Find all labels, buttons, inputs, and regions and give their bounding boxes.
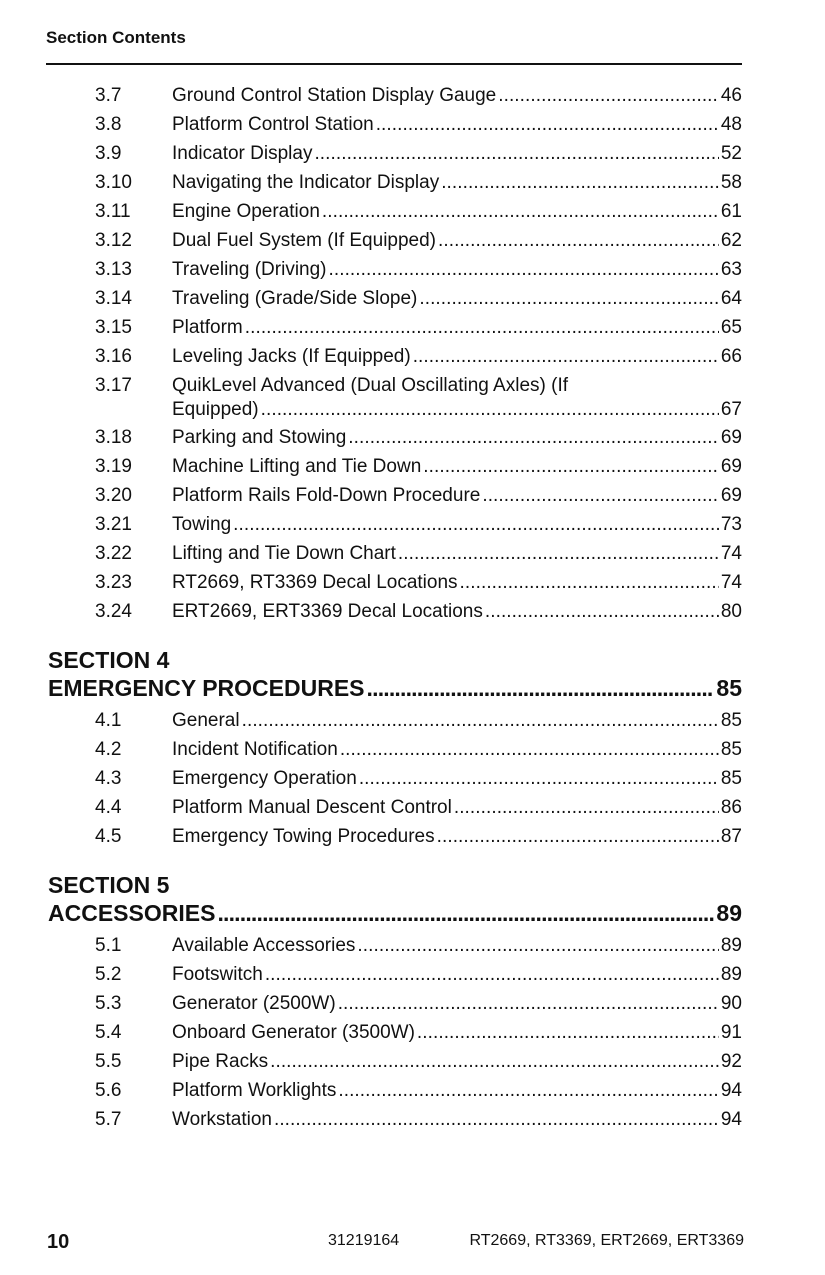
entry-title: Navigating the Indicator Display	[172, 172, 440, 193]
toc-entry[interactable]	[0, 374, 825, 426]
entry-title: Indicator Display	[172, 143, 313, 164]
entry-lead	[172, 796, 742, 820]
entry-page: 85	[720, 739, 742, 760]
dot-leader	[419, 287, 719, 311]
entry-lead	[172, 709, 742, 733]
entry-title: Engine Operation	[172, 201, 320, 222]
entry-lead	[172, 142, 742, 166]
entry-number: 3.21	[95, 514, 132, 535]
entry-body	[172, 113, 742, 137]
entry-body	[172, 229, 742, 253]
toc-entry[interactable]	[0, 200, 825, 229]
entry-lead	[172, 963, 742, 987]
entry-body	[172, 542, 742, 566]
entry-page: 69	[720, 485, 742, 506]
entry-lead	[172, 84, 742, 108]
dot-leader	[367, 674, 715, 702]
entry-body	[172, 84, 742, 108]
entry-body	[172, 345, 742, 369]
toc-entry[interactable]	[0, 484, 825, 513]
footer-models: RT2669, RT3369, ERT2669, ERT3369	[469, 1232, 744, 1249]
entry-title: Leveling Jacks (If Equipped)	[172, 346, 411, 367]
entry-page: 64	[720, 288, 742, 309]
entry-body	[172, 200, 742, 224]
dot-leader	[348, 426, 719, 450]
entry-page: 48	[720, 114, 742, 135]
toc-entry[interactable]	[0, 992, 825, 1021]
entry-page: 94	[720, 1109, 742, 1130]
entry-body	[172, 709, 742, 733]
entry-page: 46	[720, 85, 742, 106]
entry-body	[172, 1079, 742, 1103]
section-5-label: SECTION 5	[48, 872, 170, 898]
entry-lead	[172, 316, 742, 340]
dot-leader	[454, 796, 719, 820]
toc-entry[interactable]	[0, 1050, 825, 1079]
entry-body	[172, 934, 742, 958]
entry-page: 85	[720, 768, 742, 789]
entry-number: 4.5	[95, 826, 122, 847]
entry-lead	[172, 1021, 742, 1045]
entry-number: 3.18	[95, 427, 132, 448]
entry-page: 61	[720, 201, 742, 222]
entry-lead	[172, 113, 742, 137]
entry-body	[172, 374, 742, 422]
entry-title: QuikLevel Advanced (Dual Oscillating Axles) (If	[172, 375, 569, 396]
dot-leader	[242, 709, 719, 733]
entry-number: 3.16	[95, 346, 132, 367]
entry-number: 3.8	[95, 114, 122, 135]
footer-page-number: 10	[47, 1231, 70, 1253]
entry-page: 65	[720, 317, 742, 338]
dot-leader	[261, 398, 719, 422]
entry-lead	[172, 992, 742, 1016]
entry-lead	[172, 455, 742, 479]
entry-number: 3.14	[95, 288, 132, 309]
entry-lead	[172, 1108, 742, 1132]
entry-title: RT2669, RT3369 Decal Locations	[172, 572, 458, 593]
entry-page: 69	[720, 427, 742, 448]
toc-entry[interactable]	[0, 1079, 825, 1108]
entry-lead	[172, 1050, 742, 1074]
dot-leader	[398, 542, 719, 566]
entry-number: 4.2	[95, 739, 122, 760]
toc-entry[interactable]	[0, 345, 825, 374]
toc-entry[interactable]	[0, 767, 825, 796]
entry-title: Incident Notification	[172, 739, 338, 760]
entry-number: 4.1	[95, 710, 122, 731]
entry-title: Dual Fuel System (If Equipped)	[172, 230, 437, 251]
entry-number: 3.13	[95, 259, 132, 280]
dot-leader	[329, 258, 719, 282]
entry-title: Emergency Operation	[172, 768, 357, 789]
entry-number: 5.3	[95, 993, 122, 1014]
dot-leader	[417, 1021, 719, 1045]
entry-lead	[172, 542, 742, 566]
page-header-title: Section Contents	[46, 28, 186, 47]
section-5-title: ACCESSORIES	[48, 900, 216, 926]
entry-body	[172, 963, 742, 987]
toc-entry[interactable]	[0, 258, 825, 287]
entry-title: Parking and Stowing	[172, 427, 347, 448]
entry-page: 74	[720, 572, 742, 593]
toc-entry[interactable]	[0, 542, 825, 571]
dot-leader	[233, 513, 719, 537]
entry-page: 85	[720, 710, 742, 731]
section-3-entries	[0, 84, 825, 629]
entry-title-cont: Equipped)	[172, 399, 259, 420]
entry-page: 90	[720, 993, 742, 1014]
entry-lead	[172, 287, 742, 311]
entry-page: 87	[720, 826, 742, 847]
dot-leader	[338, 1079, 719, 1103]
entry-body	[172, 1021, 742, 1045]
entry-lead	[172, 767, 742, 791]
entry-title: Pipe Racks	[172, 1051, 269, 1072]
entry-lead	[172, 171, 742, 195]
entry-page: 69	[720, 456, 742, 477]
section-4-heading	[0, 647, 825, 702]
toc-entry[interactable]	[0, 142, 825, 171]
entry-body	[172, 171, 742, 195]
entry-number: 3.24	[95, 601, 132, 622]
dot-leader	[485, 600, 719, 624]
dot-leader	[460, 571, 719, 595]
entry-body	[172, 571, 742, 595]
dot-leader	[274, 1108, 719, 1132]
entry-title: Workstation	[172, 1109, 272, 1130]
entry-lead	[172, 600, 742, 624]
entry-page: 91	[720, 1022, 742, 1043]
toc-entry[interactable]	[0, 738, 825, 767]
toc-entry[interactable]	[0, 1021, 825, 1050]
toc-entry[interactable]	[0, 229, 825, 258]
toc-entry[interactable]	[0, 963, 825, 992]
entry-title: Ground Control Station Display Gauge	[172, 85, 497, 106]
entry-title: ERT2669, ERT3369 Decal Locations	[172, 601, 483, 622]
entry-page: 58	[720, 172, 742, 193]
toc-entry[interactable]	[0, 426, 825, 455]
entry-body	[172, 513, 742, 537]
section-4-title: EMERGENCY PROCEDURES	[48, 675, 365, 701]
entry-title: Platform	[172, 317, 243, 338]
toc-entry[interactable]	[0, 513, 825, 542]
footer-doc-number: 31219164	[328, 1232, 400, 1249]
section-4-label: SECTION 4	[48, 647, 170, 673]
section-4-page: 85	[716, 675, 742, 701]
toc-entry[interactable]	[0, 84, 825, 113]
entry-lead	[172, 934, 742, 958]
dot-leader	[270, 1050, 719, 1074]
section-5-heading	[0, 872, 825, 927]
entry-number: 4.3	[95, 768, 122, 789]
entry-number: 5.6	[95, 1080, 122, 1101]
entry-lead	[172, 345, 742, 369]
entry-number: 3.15	[95, 317, 132, 338]
entry-body	[172, 600, 742, 624]
toc-entry[interactable]	[0, 825, 825, 854]
dot-leader	[340, 738, 719, 762]
dot-leader	[265, 963, 719, 987]
entry-body	[172, 142, 742, 166]
entry-title: Generator (2500W)	[172, 993, 336, 1014]
entry-title: Machine Lifting and Tie Down	[172, 456, 422, 477]
entry-title: Lifting and Tie Down Chart	[172, 543, 396, 564]
entry-body	[172, 825, 742, 849]
entry-page: 62	[720, 230, 742, 251]
entry-body	[172, 316, 742, 340]
entry-body	[172, 796, 742, 820]
entry-lead	[172, 398, 742, 422]
entry-number: 3.20	[95, 485, 132, 506]
section-5-entries	[0, 934, 825, 1137]
dot-leader	[376, 113, 719, 137]
entry-lead	[172, 738, 742, 762]
entry-lead	[172, 1079, 742, 1103]
entry-number: 4.4	[95, 797, 122, 818]
dot-leader	[322, 200, 719, 224]
table-of-contents	[0, 84, 825, 1137]
toc-entry[interactable]	[0, 287, 825, 316]
dot-leader	[338, 992, 719, 1016]
entry-title: Footswitch	[172, 964, 263, 985]
dot-leader	[357, 934, 718, 958]
entry-lead	[172, 229, 742, 253]
toc-entry[interactable]	[0, 455, 825, 484]
entry-body	[172, 1108, 742, 1132]
dot-leader	[423, 455, 719, 479]
entry-number: 5.7	[95, 1109, 122, 1130]
entry-body	[172, 426, 742, 450]
toc-entry[interactable]	[0, 796, 825, 825]
toc-entry[interactable]	[0, 571, 825, 600]
entry-body	[172, 767, 742, 791]
dot-leader	[359, 767, 719, 791]
entry-page: 73	[720, 514, 742, 535]
entry-lead	[172, 513, 742, 537]
entry-body	[172, 484, 742, 508]
entry-title: Emergency Towing Procedures	[172, 826, 435, 847]
entry-lead	[172, 571, 742, 595]
entry-number: 3.19	[95, 456, 132, 477]
entry-page: 92	[720, 1051, 742, 1072]
entry-page: 86	[720, 797, 742, 818]
dot-leader	[413, 345, 719, 369]
entry-title: Platform Control Station	[172, 114, 374, 135]
entry-body	[172, 287, 742, 311]
entry-title: General	[172, 710, 240, 731]
entry-page: 80	[720, 601, 742, 622]
entry-title: Available Accessories	[172, 935, 356, 956]
dot-leader	[441, 171, 719, 195]
entry-body	[172, 992, 742, 1016]
entry-lead	[172, 258, 742, 282]
dot-leader	[314, 142, 718, 166]
entry-title: Traveling (Grade/Side Slope)	[172, 288, 418, 309]
entry-number: 5.4	[95, 1022, 122, 1043]
entry-lead	[172, 484, 742, 508]
dot-leader	[437, 825, 719, 849]
entry-lead	[172, 200, 742, 224]
toc-entry[interactable]	[0, 709, 825, 738]
entry-page: 63	[720, 259, 742, 280]
toc-entry[interactable]	[0, 171, 825, 200]
toc-entry[interactable]	[0, 1108, 825, 1137]
entry-title: Onboard Generator (3500W)	[172, 1022, 415, 1043]
entry-number: 3.7	[95, 85, 122, 106]
entry-body	[172, 455, 742, 479]
entry-lead	[172, 825, 742, 849]
entry-page: 67	[720, 399, 742, 420]
entry-page: 52	[720, 143, 742, 164]
entry-number: 5.5	[95, 1051, 122, 1072]
dot-leader	[482, 484, 719, 508]
dot-leader	[438, 229, 719, 253]
entry-number: 3.23	[95, 572, 132, 593]
entry-page: 89	[720, 935, 742, 956]
entry-number: 3.17	[95, 375, 132, 396]
section-4-entries	[0, 709, 825, 854]
entry-page: 94	[720, 1080, 742, 1101]
toc-entry[interactable]	[0, 113, 825, 142]
dot-leader	[498, 84, 719, 108]
entry-page: 74	[720, 543, 742, 564]
entry-number: 3.11	[95, 201, 131, 222]
entry-number: 3.12	[95, 230, 132, 251]
header-divider	[46, 63, 742, 65]
entry-number: 5.2	[95, 964, 122, 985]
entry-number: 3.10	[95, 172, 132, 193]
entry-body	[172, 258, 742, 282]
toc-entry[interactable]	[0, 600, 825, 629]
entry-body	[172, 738, 742, 762]
entry-title: Platform Worklights	[172, 1080, 337, 1101]
entry-title: Platform Rails Fold-Down Procedure	[172, 485, 481, 506]
section-5-page: 89	[716, 900, 742, 926]
dot-leader	[217, 899, 714, 927]
entry-page: 66	[720, 346, 742, 367]
toc-entry[interactable]	[0, 316, 825, 345]
entry-title: Traveling (Driving)	[172, 259, 327, 280]
section-5-title-link[interactable]	[48, 899, 742, 927]
entry-page: 89	[720, 964, 742, 985]
entry-lead	[172, 426, 742, 450]
entry-title: Platform Manual Descent Control	[172, 797, 452, 818]
entry-body	[172, 1050, 742, 1074]
entry-title: Towing	[172, 514, 232, 535]
section-4-title-link[interactable]	[48, 674, 742, 702]
entry-number: 3.9	[95, 143, 122, 164]
entry-number: 5.1	[95, 935, 122, 956]
dot-leader	[245, 316, 719, 340]
entry-number: 3.22	[95, 543, 132, 564]
toc-entry[interactable]	[0, 934, 825, 963]
